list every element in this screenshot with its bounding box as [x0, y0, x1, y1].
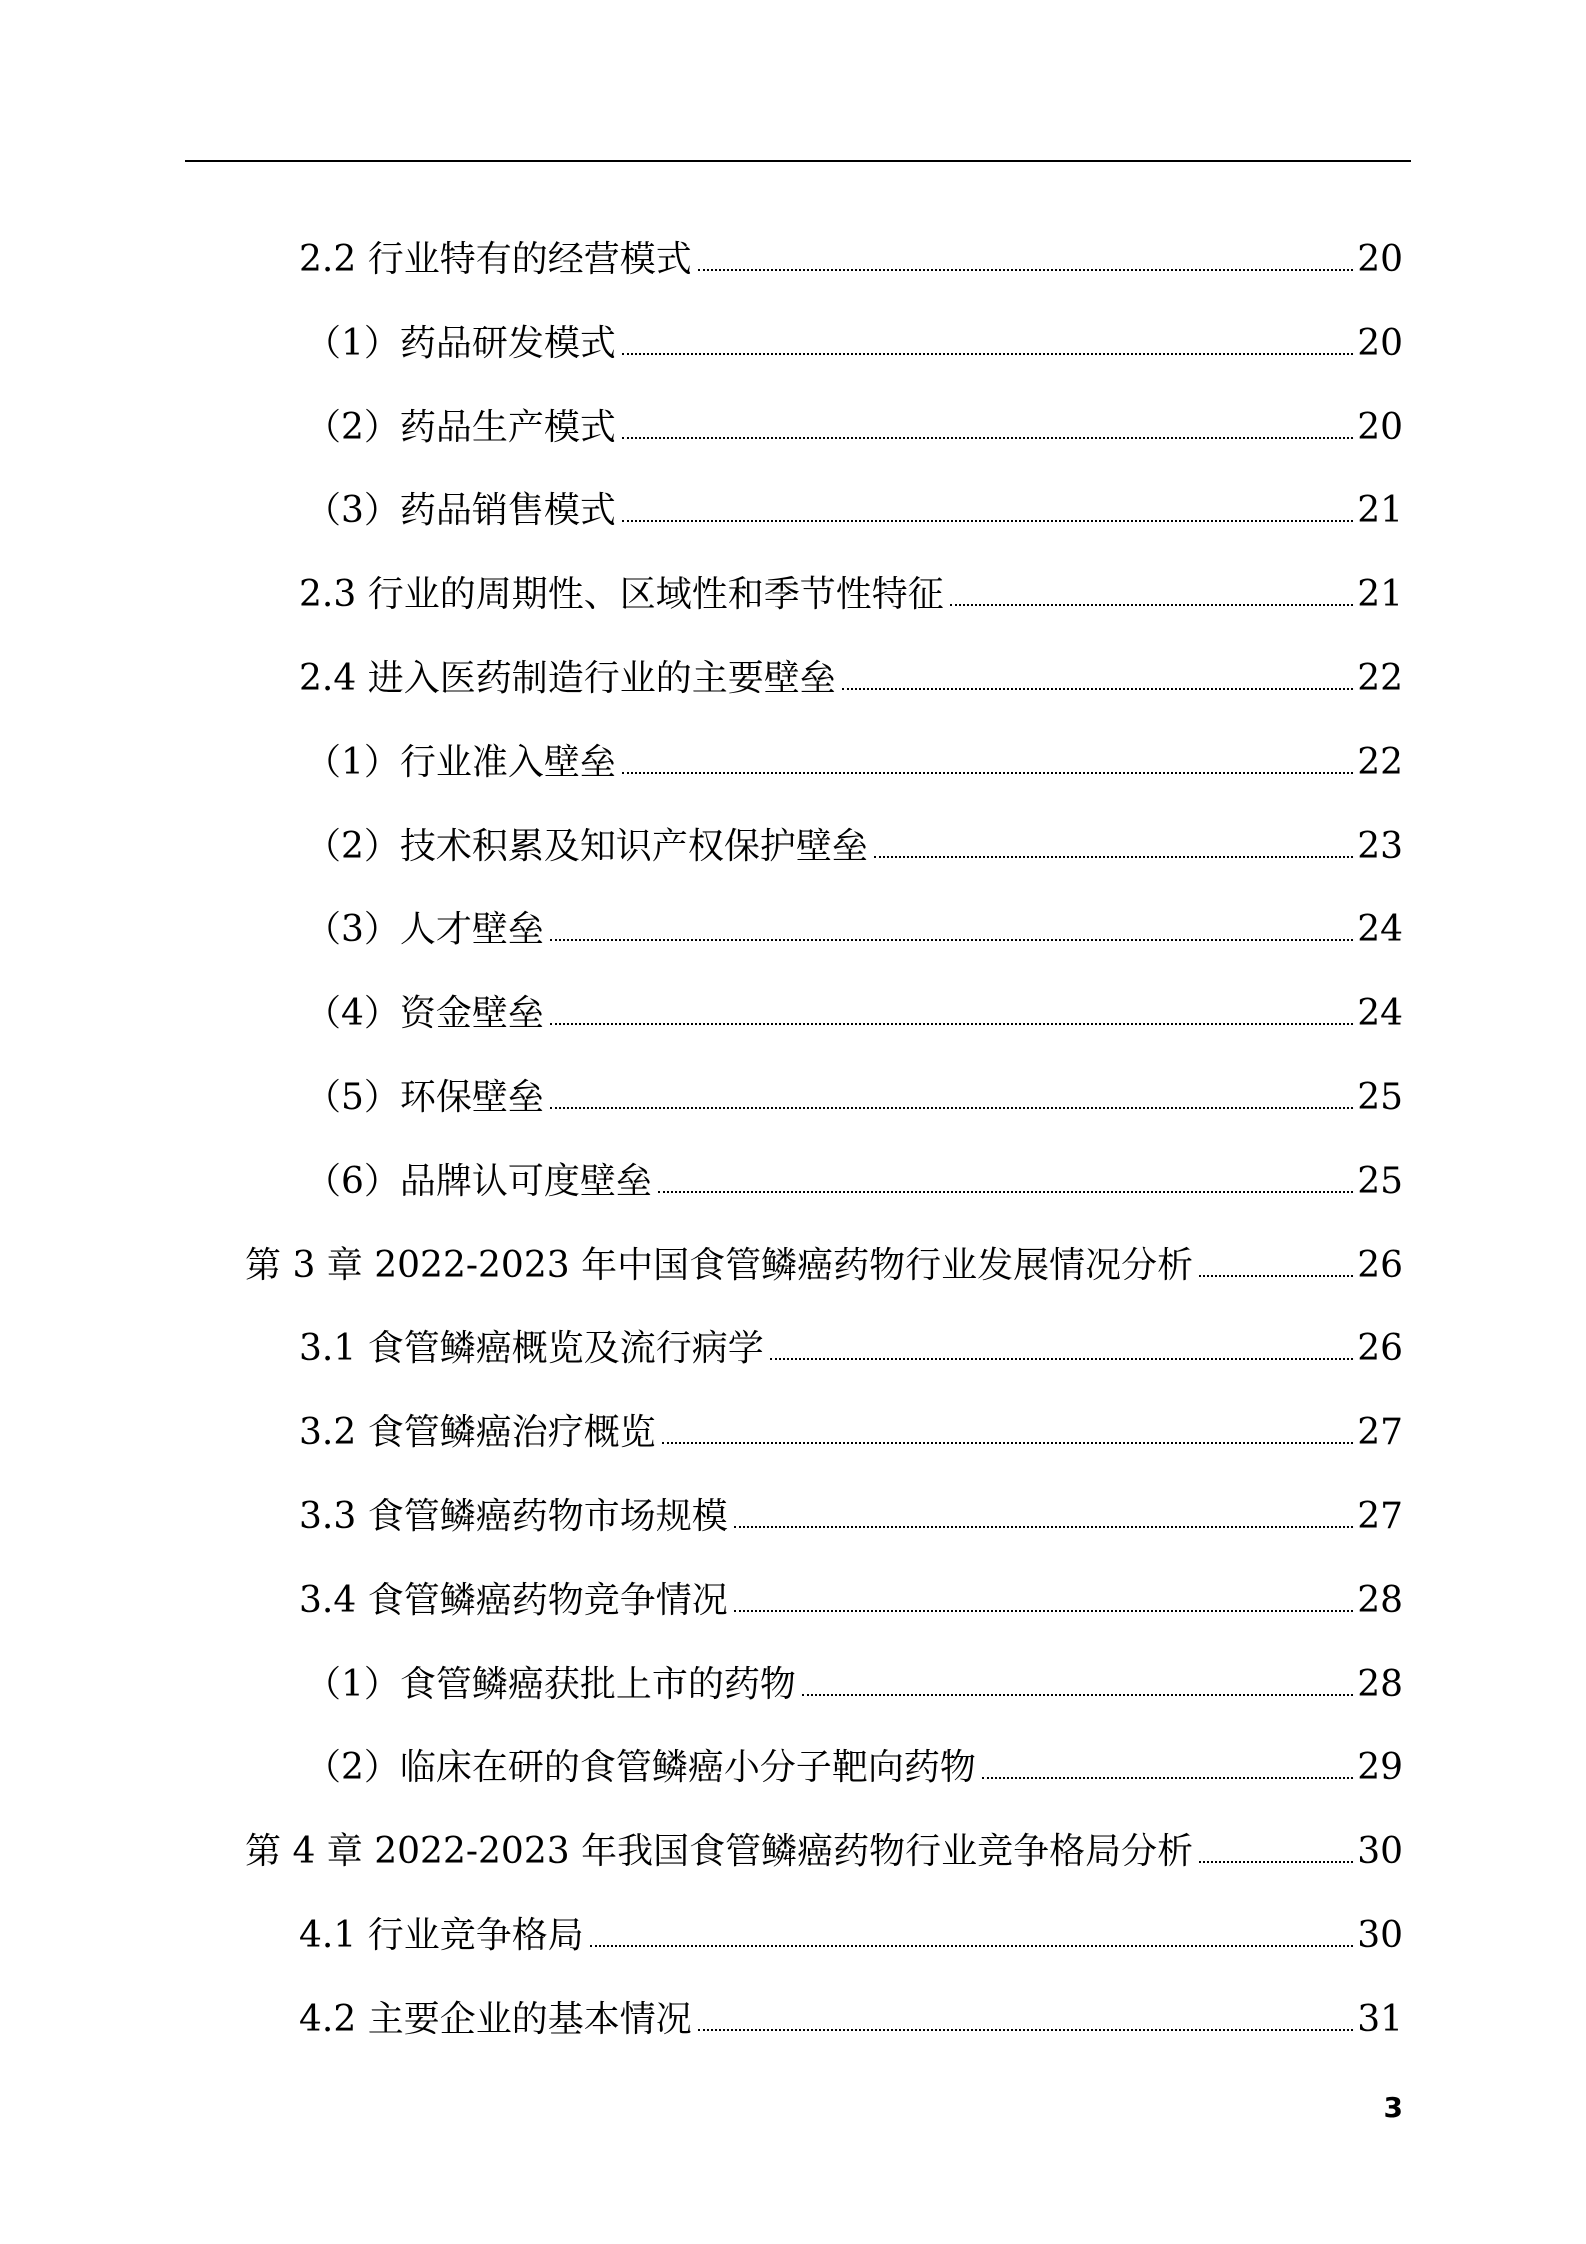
toc-entry-page: 24 — [1357, 993, 1403, 1034]
toc-dot-leader — [982, 1777, 1353, 1779]
toc-entry-page: 21 — [1357, 490, 1403, 531]
toc-entry-label: （2）药品生产模式 — [305, 407, 616, 448]
toc-entry-label: （3）药品销售模式 — [305, 490, 616, 531]
toc-dot-leader — [874, 856, 1353, 858]
toc-entry-label: （5）环保壁垒 — [305, 1077, 544, 1118]
toc-dot-leader — [1199, 1861, 1353, 1863]
toc-entry-page: 31 — [1357, 1999, 1403, 2040]
toc-entry-page: 26 — [1357, 1245, 1403, 1286]
toc-entry-section[interactable] — [299, 1307, 1403, 1367]
toc-entry-section[interactable] — [299, 1391, 1403, 1451]
toc-entry-page: 26 — [1357, 1328, 1403, 1369]
toc-entry-label: （1）食管鳞癌获批上市的药物 — [305, 1664, 796, 1705]
toc-entry-page: 27 — [1357, 1496, 1403, 1537]
toc-entry-label: （1）药品研发模式 — [305, 323, 616, 364]
toc-entry-page: 30 — [1357, 1915, 1403, 1956]
toc-entry-label: 4.2 主要企业的基本情况 — [299, 1999, 692, 2040]
toc-entry-page: 27 — [1357, 1412, 1403, 1453]
toc-entry-subsection[interactable] — [305, 721, 1403, 781]
toc-entry-page: 21 — [1357, 574, 1403, 615]
toc-entry-page: 20 — [1357, 323, 1403, 364]
toc-entry-label: 3.4 食管鳞癌药物竞争情况 — [299, 1580, 728, 1621]
toc-dot-leader — [698, 269, 1353, 271]
toc-entry-label: 3.1 食管鳞癌概览及流行病学 — [299, 1328, 764, 1369]
toc-dot-leader — [550, 939, 1353, 941]
toc-entry-label: （1）行业准入壁垒 — [305, 742, 616, 783]
toc-dot-leader — [622, 520, 1353, 522]
toc-entry-section[interactable] — [299, 1475, 1403, 1535]
toc-entry-label: 第 3 章 2022-2023 年中国食管鳞癌药物行业发展情况分析 — [245, 1245, 1194, 1286]
toc-entry-subsection[interactable] — [305, 302, 1403, 362]
toc-entry-page: 29 — [1357, 1747, 1403, 1788]
toc-dot-leader — [550, 1023, 1353, 1025]
toc-entry-page: 22 — [1357, 742, 1403, 783]
toc-dot-leader — [590, 1945, 1353, 1947]
toc-dot-leader — [842, 688, 1353, 690]
toc-entry-label: （2）技术积累及知识产权保护壁垒 — [305, 826, 868, 867]
toc-entry-page: 28 — [1357, 1664, 1403, 1705]
toc-entry-page: 20 — [1357, 407, 1403, 448]
toc-entry-label: （4）资金壁垒 — [305, 993, 544, 1034]
toc-entry-subsection[interactable] — [305, 805, 1403, 865]
toc-dot-leader — [770, 1358, 1353, 1360]
toc-entry-page: 22 — [1357, 658, 1403, 699]
toc-entry-subsection[interactable] — [305, 469, 1403, 529]
toc-dot-leader — [622, 353, 1353, 355]
toc-dot-leader — [1199, 1275, 1353, 1277]
toc-entry-section[interactable] — [299, 218, 1403, 278]
toc-entry-chapter[interactable] — [245, 1810, 1403, 1870]
toc-entry-chapter[interactable] — [245, 1224, 1403, 1284]
toc-entry-subsection[interactable] — [305, 1643, 1403, 1703]
toc-entry-label: （2）临床在研的食管鳞癌小分子靶向药物 — [305, 1747, 976, 1788]
toc-entry-section[interactable] — [299, 637, 1403, 697]
toc-entry-label: 2.3 行业的周期性、区域性和季节性特征 — [299, 574, 944, 615]
toc-entry-label: 4.1 行业竞争格局 — [299, 1915, 584, 1956]
toc-entry-page: 25 — [1357, 1077, 1403, 1118]
toc-entry-section[interactable] — [299, 1978, 1403, 2038]
toc-entry-subsection[interactable] — [305, 888, 1403, 948]
toc-entry-label: 2.4 进入医药制造行业的主要壁垒 — [299, 658, 836, 699]
toc-dot-leader — [950, 604, 1353, 606]
toc-entry-subsection[interactable] — [305, 386, 1403, 446]
toc-entry-label: 3.2 食管鳞癌治疗概览 — [299, 1412, 656, 1453]
toc-entry-label: 2.2 行业特有的经营模式 — [299, 239, 692, 280]
toc-entry-page: 24 — [1357, 909, 1403, 950]
toc-entry-subsection[interactable] — [305, 1726, 1403, 1786]
page-number: 3 — [1383, 2091, 1403, 2124]
toc-entry-section[interactable] — [299, 553, 1403, 613]
toc-entry-page: 23 — [1357, 826, 1403, 867]
toc-entry-label: 第 4 章 2022-2023 年我国食管鳞癌药物行业竞争格局分析 — [245, 1831, 1194, 1872]
toc-dot-leader — [698, 2029, 1353, 2031]
toc-entry-subsection[interactable] — [305, 1140, 1403, 1200]
toc-entry-label: 3.3 食管鳞癌药物市场规模 — [299, 1496, 728, 1537]
toc-dot-leader — [622, 772, 1353, 774]
toc-entry-section[interactable] — [299, 1894, 1403, 1954]
toc-entry-subsection[interactable] — [305, 972, 1403, 1032]
toc-entry-page: 20 — [1357, 239, 1403, 280]
toc-entry-subsection[interactable] — [305, 1056, 1403, 1116]
toc-entry-label: （3）人才壁垒 — [305, 909, 544, 950]
toc-dot-leader — [550, 1107, 1353, 1109]
toc-dot-leader — [622, 437, 1353, 439]
toc-entry-label: （6）品牌认可度壁垒 — [305, 1161, 652, 1202]
toc-entry-page: 28 — [1357, 1580, 1403, 1621]
toc-dot-leader — [734, 1526, 1353, 1528]
toc-entry-page: 25 — [1357, 1161, 1403, 1202]
toc-dot-leader — [802, 1694, 1353, 1696]
toc-entry-page: 30 — [1357, 1831, 1403, 1872]
toc-dot-leader — [734, 1610, 1353, 1612]
toc-entry-section[interactable] — [299, 1559, 1403, 1619]
toc-dot-leader — [658, 1191, 1353, 1193]
toc-dot-leader — [662, 1442, 1353, 1444]
